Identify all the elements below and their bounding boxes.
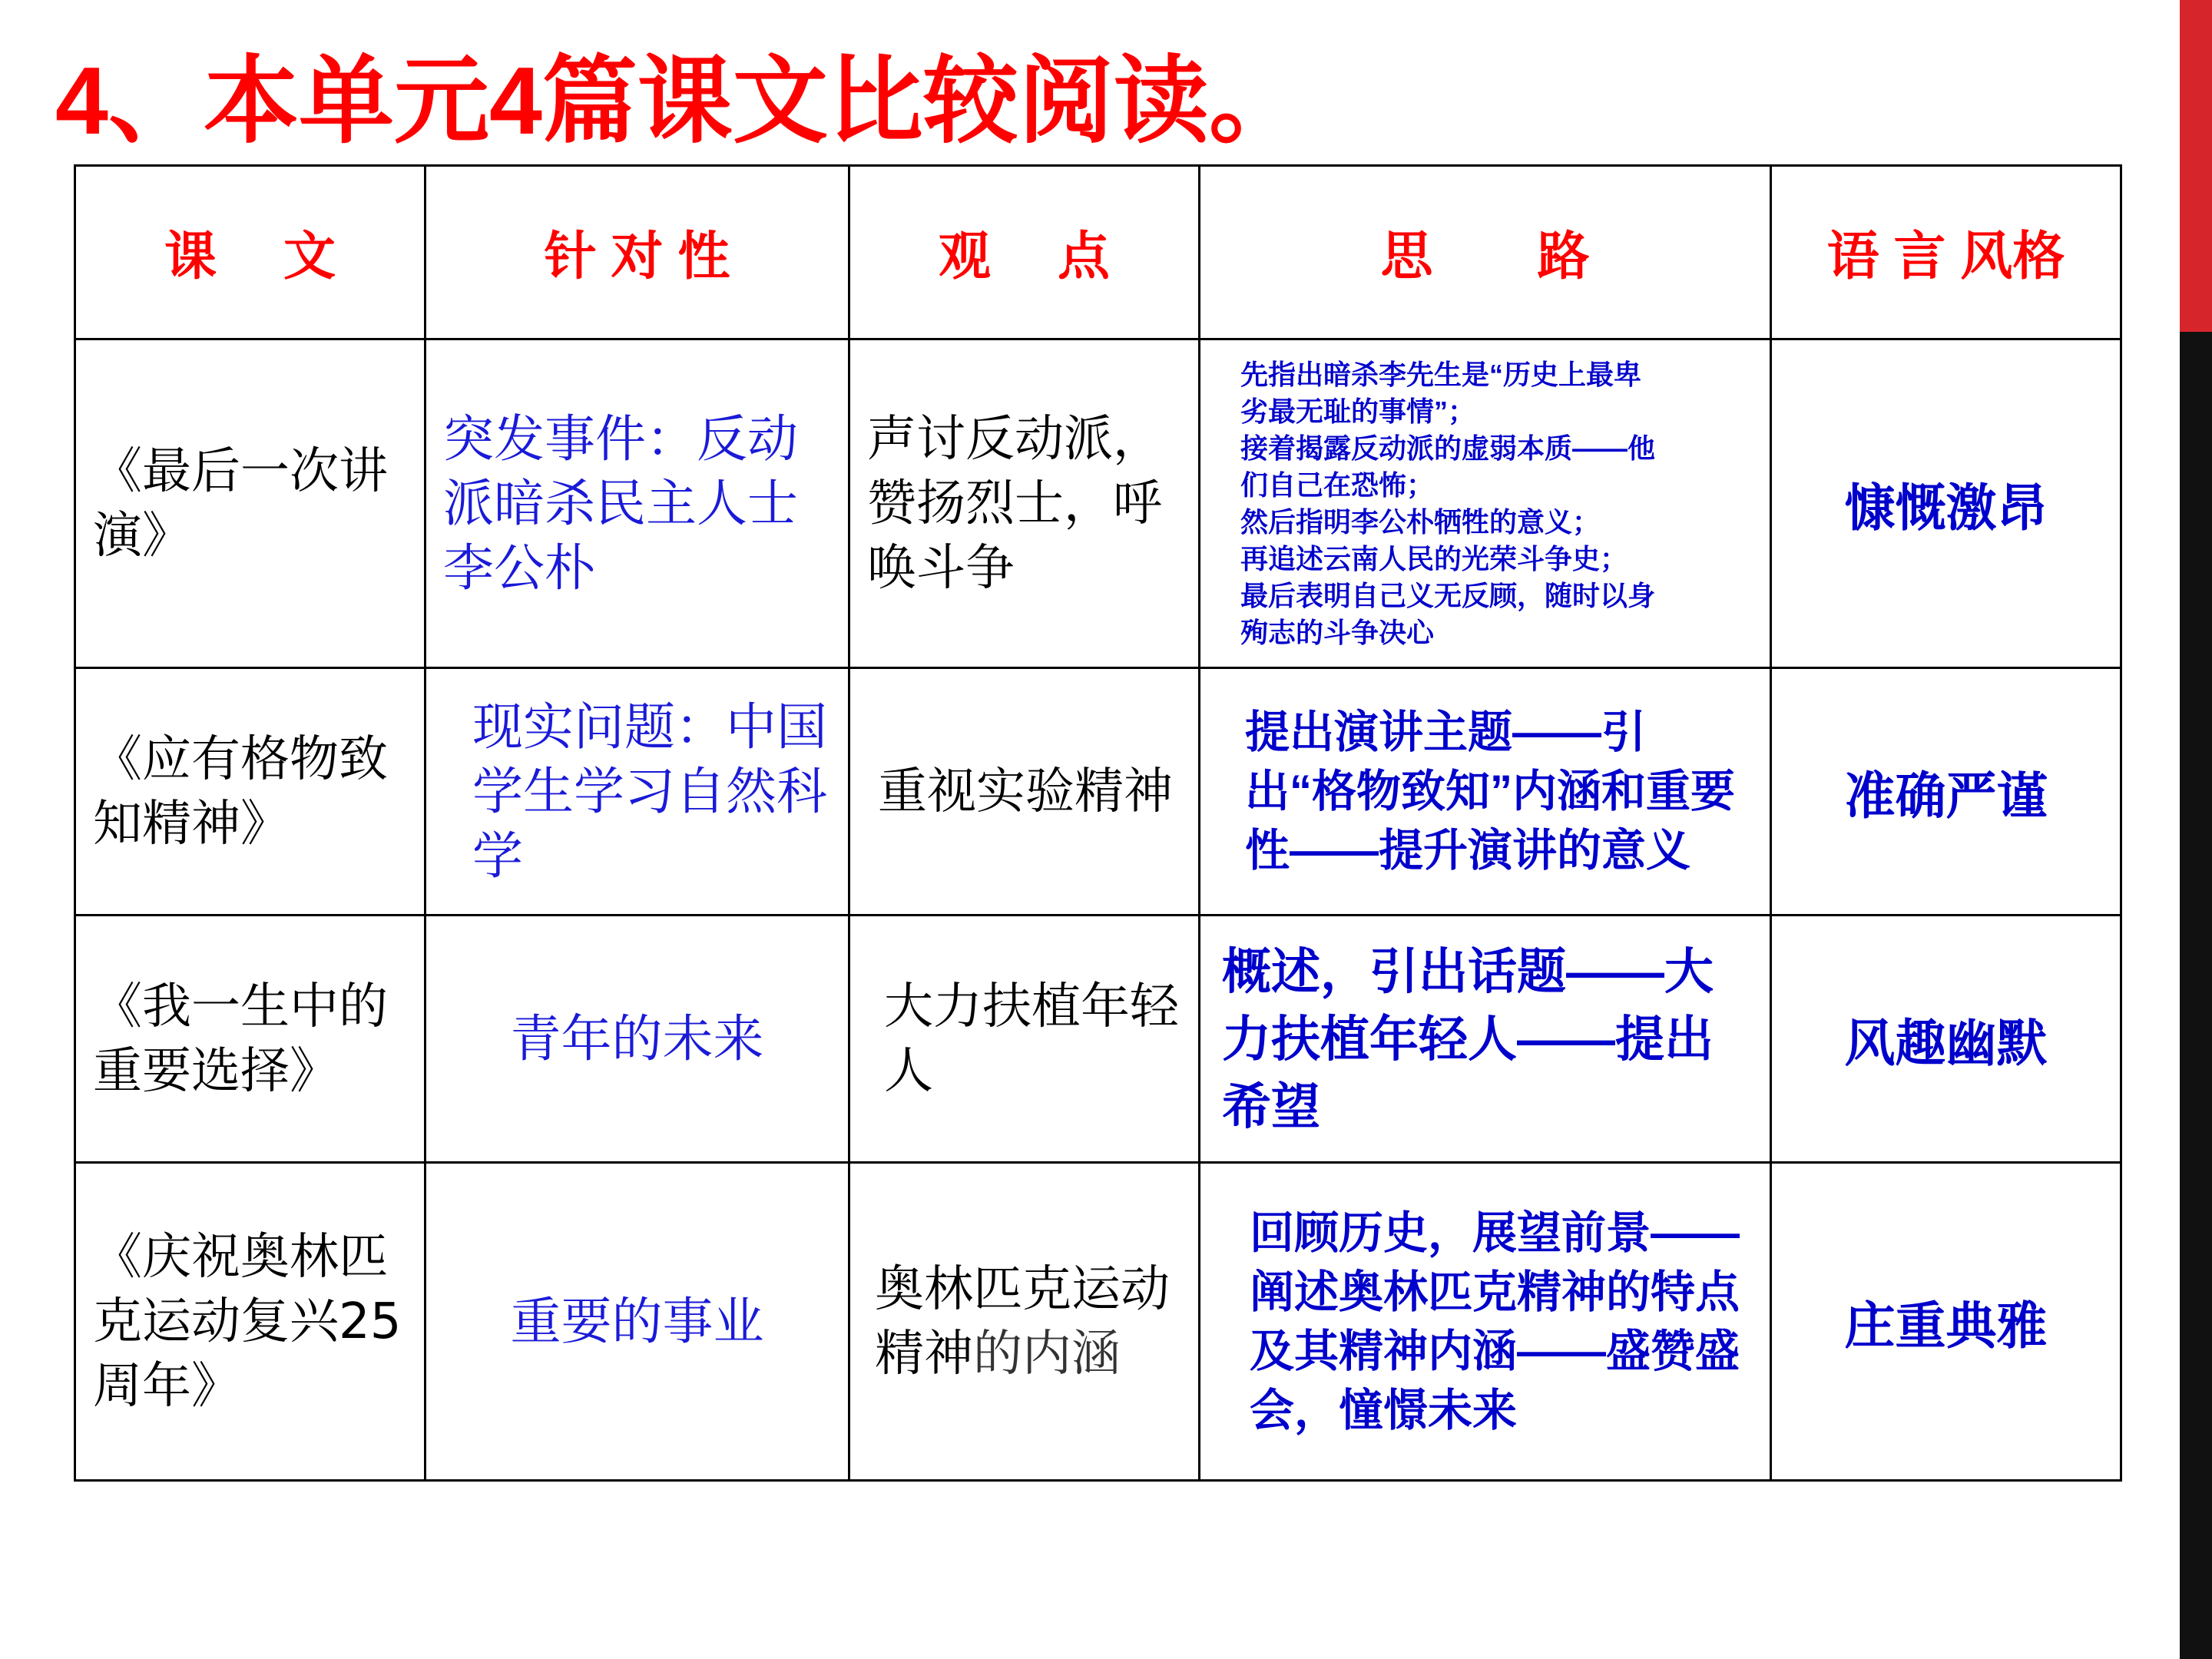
cell-text: 《庆祝奥林匹克运动复兴25周年》 — [75, 1163, 426, 1481]
table-row — [75, 1163, 2121, 1481]
cell-style: 风趣幽默 — [1771, 916, 2121, 1163]
slide-title: 4、本单元4篇课文比较阅读。 — [55, 48, 1304, 154]
header-focus: 针 对 性 — [426, 166, 849, 339]
header-text: 课 文 — [75, 166, 426, 339]
idea-line: 劣最无耻的事情”； — [1240, 395, 1476, 427]
table-row — [75, 339, 2121, 668]
side-accent-bar — [2180, 0, 2212, 332]
cell-text: 《最后一次讲演》 — [75, 339, 426, 668]
cell-idea: 回顾历史，展望前景——阐述奥林匹克精神的特点及其精神内涵——盛赞盛会，憧憬未来 — [1200, 1163, 1771, 1481]
idea-line: 殉志的斗争决心 — [1240, 616, 1435, 648]
idea-line: 然后指明李公朴牺牲的意义； — [1240, 505, 1601, 538]
cell-focus: 青年的未来 — [426, 916, 849, 1163]
view-emphasis: 奥林匹克运动精神 — [875, 1260, 1170, 1382]
cell-text: 《应有格物致知精神》 — [75, 668, 426, 916]
cell-idea: 提出演讲主题——引出“格物致知”内涵和重要性——提升演讲的意义 — [1200, 668, 1771, 916]
cell-style: 庄重典雅 — [1771, 1163, 2121, 1481]
cell-view — [849, 1163, 1200, 1481]
cell-focus: 现实问题：中国学生学习自然科学 — [426, 668, 849, 916]
idea-line: 们自己在恐怖； — [1240, 469, 1435, 501]
cell-view: 重视实验精神 — [849, 668, 1200, 916]
side-dark-bar — [2180, 332, 2212, 1659]
idea-line: 先指出暗杀李先生是“历史上最卑 — [1240, 358, 1642, 390]
idea-line: 再追述云南人民的光荣斗争史； — [1240, 542, 1628, 575]
cell-style: 慷慨激昂 — [1771, 339, 2121, 668]
cell-focus: 重要的事业 — [426, 1163, 849, 1481]
header-idea: 思 路 — [1200, 166, 1771, 339]
cell-style: 准确严谨 — [1771, 668, 2121, 916]
cell-idea: 概述，引出话题——大力扶植年轻人——提出希望 — [1200, 916, 1771, 1163]
header-style: 语 言 风格 — [1771, 166, 2121, 339]
cell-view: 声讨反动派，赞扬烈士，呼唤斗争 — [849, 339, 1200, 668]
cell-focus: 突发事件：反动派暗杀民主人士李公朴 — [426, 339, 849, 668]
idea-line: 接着揭露反动派的虚弱本质——他 — [1240, 432, 1656, 464]
cell-text: 《我一生中的重要选择》 — [75, 916, 426, 1163]
cell-idea — [1200, 339, 1771, 668]
table-row — [75, 668, 2121, 916]
header-view: 观 点 — [849, 166, 1200, 339]
idea-line: 最后表明自己义无反顾，随时以身 — [1240, 579, 1656, 611]
header-row — [75, 166, 2121, 339]
view-rest: 的内涵 — [973, 1325, 1121, 1382]
comparison-table — [74, 164, 2122, 1482]
table-row — [75, 916, 2121, 1163]
cell-view: 大力扶植年轻人 — [849, 916, 1200, 1163]
